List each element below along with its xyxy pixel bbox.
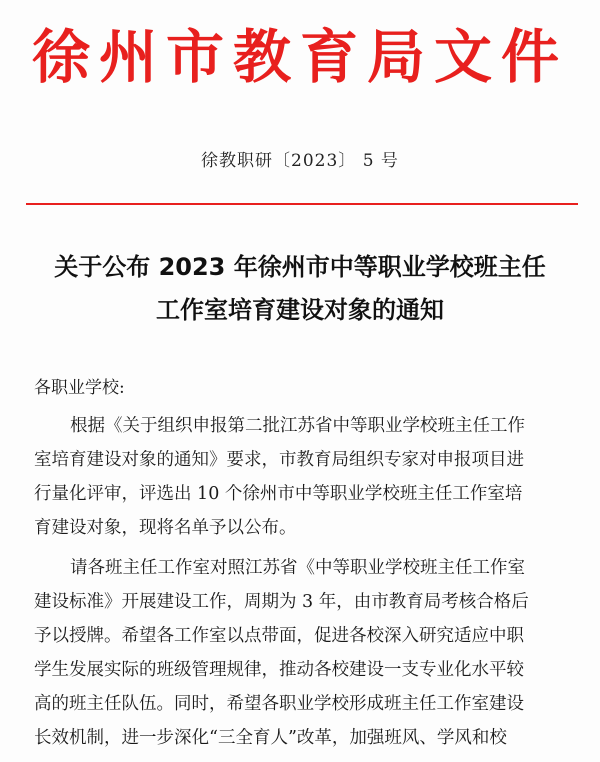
salutation: 各职业学校: <box>34 378 125 398</box>
body-paragraph-line: 行量化评审，评选出 10 个徐州市中等职业学校班主任工作室培 <box>34 484 523 504</box>
issuer-masthead: 徐州市教育局文件 <box>31 23 568 91</box>
body-paragraph-line: 根据《关于组织申报第二批江苏省中等职业学校班主任工作 <box>70 416 525 436</box>
body-paragraph-line: 予以授牌。希望各工作室以点带面，促进各校深入研究适应中职 <box>34 626 524 646</box>
red-divider-line <box>26 203 578 205</box>
body-paragraph-line: 室培育建设对象的通知》要求，市教育局组织专家对申报项目进 <box>34 450 524 470</box>
notice-title-line-1: 关于公布 2023 年徐州市中等职业学校班主任 <box>54 253 546 281</box>
document-number: 徐教职研〔2023〕 5 号 <box>201 151 399 171</box>
body-paragraph-line: 请各班主任工作室对照江苏省《中等职业学校班主任工作室 <box>70 558 525 578</box>
notice-title-line-2: 工作室培育建设对象的通知 <box>156 296 444 324</box>
body-paragraph-line: 建设标准》开展建设工作，周期为 3 年，由市教育局考核合格后 <box>34 592 529 612</box>
body-paragraph-line: 学生发展实际的班级管理规律，推动各校建设一支专业化水平较 <box>34 660 524 680</box>
body-paragraph-line: 高的班主任队伍。同时，希望各职业学校形成班主任工作室建设 <box>34 694 524 714</box>
body-paragraph-line: 育建设对象，现将名单予以公布。 <box>34 518 297 538</box>
body-paragraph-line: 长效机制，进一步深化“三全育人”改革，加强班风、学风和校 <box>34 728 507 748</box>
